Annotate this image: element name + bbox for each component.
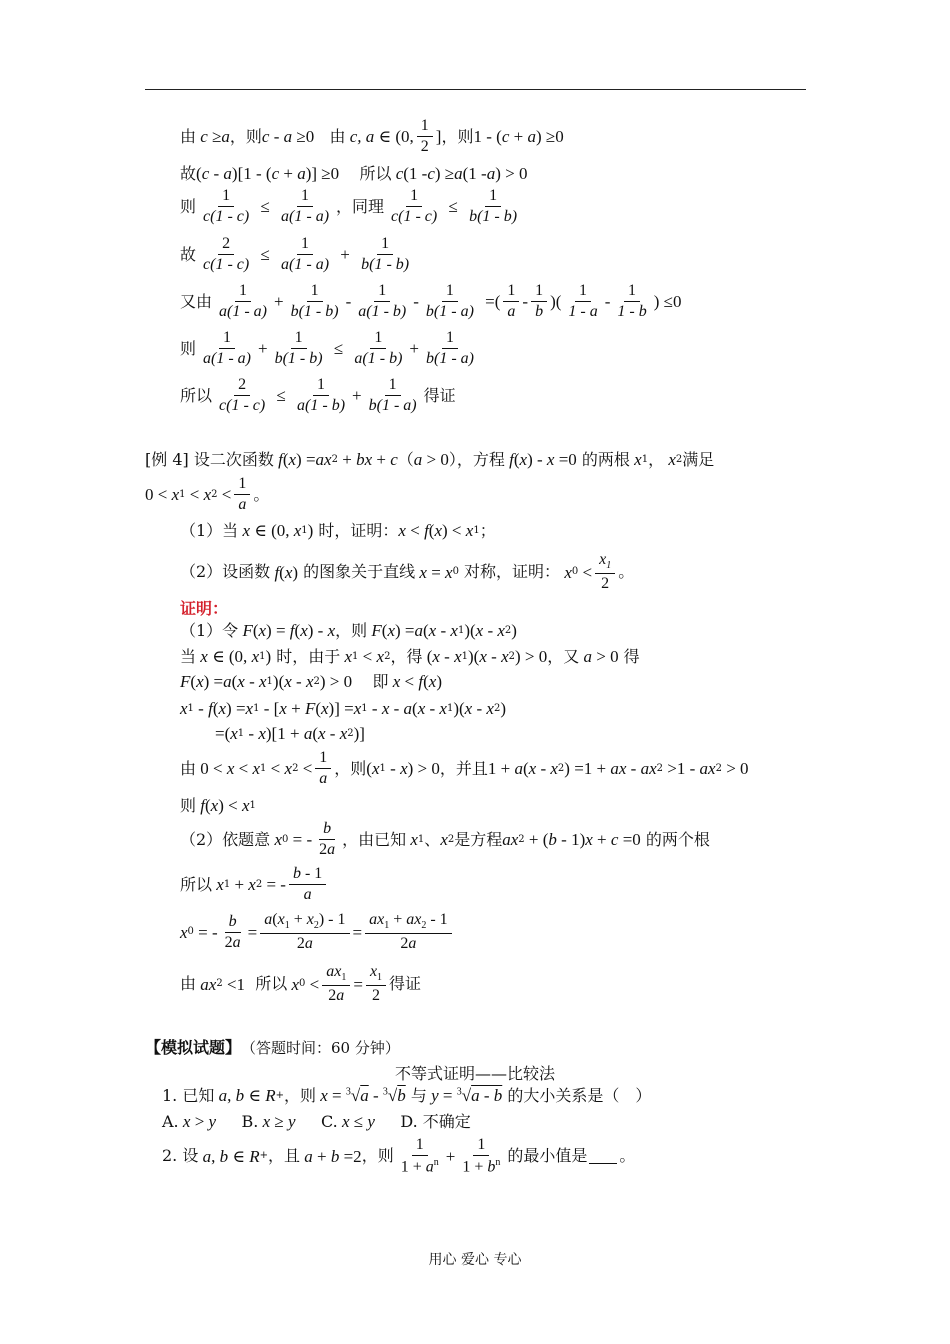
proof-step-8: （2）依题意 x 0 = - b 2a ，由已知 x 1 、 x 2 是方程 ax 2 + ( b - 1) x + c =0 的两个根: [180, 820, 710, 858]
mock-q1: 1. 已知 a , b ∈ R + ，则 x = $^3$√ a - $^3$√ b 与 y = $^3$√ a - b 的大小关系是（ ）: [162, 1085, 652, 1105]
proof-step-4: x 1 - f ( x ) = x 1 - [ x + F ( x )] = x 1 - x - a ( x - x 1 )( x - x 2 ): [180, 699, 506, 718]
mock-subtitle: 不等式证明——比较法: [395, 1064, 556, 1083]
proof-step-1: （1）令 F ( x ) = f ( x ) - x ，则 F ( x ) = a ( x - x 1 )( x - x 2 ): [180, 620, 517, 640]
proof-step-10: x 0 = - $\frac{b}{2a}$ = $\frac{a(x_1 + x_2) - 1}{2a}$ = $\frac{ax_1 + ax_2 - 1}{2a}$: [180, 912, 455, 952]
example4-q1: （1）当 x ∈ (0, x 1 ) 时，证明： x < f ( x ) < x 1 ；: [180, 520, 496, 540]
proof-line-5: 又由 1 a(1 - a) + $\frac{1}{b(1 - b)}$ - 1 a(1 - b) - $\frac{1}{b(1 - a)}$ =( 1 a - 1 b )( 1 1 - a - 1 1 - b ) ≤0: [180, 282, 682, 320]
proof-line-2: 故 ( c - a )[1 - ( c + a )] ≥0 所以 c (1 - c ) ≥ a (1 - a ) > 0: [180, 163, 528, 183]
proof-step-9: 所以 x 1 + x 2 = - b - 1 a: [180, 866, 329, 903]
example4-q2: （2）设函数 f ( x ) 的图象关于直线 x = x 0 对称，证明： x 0 < $x_1$ 2 。: [180, 551, 635, 593]
option-a[interactable]: A. x > y: [162, 1112, 217, 1131]
mock-q2: 2. 设 a , b ∈ R + ，且 a + b =2 ，则 1 $1 + a^n$ + $\frac{1}{1 + b^n}$ 的最小值是 。: [162, 1136, 636, 1176]
proof-step-5: =( x 1 - x )[1 + a ( x - x 2 )]: [215, 724, 365, 743]
example4-statement: [例 4] 设二次函数 f ( x ) = ax 2 + bx + c （ a > 0 ），方程 f ( x ) - x =0 的两根 x 1 ， x 2 满足: [145, 449, 715, 469]
example4-condition: 0 < x 1 < x 2 < 1 a 。: [145, 475, 270, 513]
page-footer: 用心 爱心 专心: [428, 1252, 522, 1268]
proof-heading: 证明：: [180, 599, 229, 618]
answer-blank[interactable]: [589, 1149, 617, 1164]
proof-step-3: F ( x ) = a ( x - x 1 )( x - x 2 ) > 0 即 x < f ( x ): [180, 671, 443, 691]
mock-time-note: （答题时间：60 分钟）: [241, 1038, 400, 1057]
option-b[interactable]: B. x ≥ y: [241, 1112, 296, 1131]
proof-step-7: 则 f ( x ) < x 1: [180, 795, 256, 815]
option-c[interactable]: C. x ≤ y: [320, 1112, 375, 1131]
proof-line-1: 由 c ≥ a ，则 c - a ≥0 由 c, a ∈ (0, 1 2 ] ，则 1 - ( c + a ) ≥0: [180, 117, 564, 155]
proof-line-7: 所以 $\frac{2}{c(1 - c)}$ ≤ $\frac{1}{a(1 - b)}$ + $\frac{1}{b(1 - a)}$ 得证: [180, 376, 456, 414]
option-d[interactable]: D. 不确定: [400, 1111, 471, 1131]
mock-q1-options: [162, 1113, 471, 1130]
mock-heading: 【模拟试题】: [145, 1038, 242, 1057]
proof-line-4: 故 $\frac{2}{c(1 - c)}$ ≤ $\frac{1}{a(1 - a)}$ + $\frac{1}{b(1 - b)}$: [180, 235, 410, 273]
proof-line-6: 则 1 a(1 - a) + $\frac{1}{b(1 - b)}$ ≤ $\frac{1}{a(1 - b)}$ + $\frac{1}{b(1 - a)}$: [180, 329, 474, 367]
header-rule: [145, 89, 806, 90]
proof-step-2: 当 x ∈ (0, x 1 ) 时，由于 x 1 < x 2 ，得 ( x - x 1 )( x - x 2 ) > 0 ，又 a > 0 得: [180, 646, 640, 666]
proof-step-6: 由 0 < x < x 1 < x 2 < 1 a ，则 ( x 1 - x ) > 0 ，并且 1 + a ( x - x 2 ) =1 + ax - ax 2 >1 - ax 2 > 0: [180, 749, 749, 787]
proof-step-11: 由 ax 2 <1 所以 x 0 < $\frac{ax_1}{2a}$ = $\frac{x_1}{2}$ 得证: [180, 963, 422, 1005]
proof-line-3: 则 $\frac{1}{c(1 - c)}$ ≤ $\frac{1}{a(1 - a)}$ ，同理 $\frac{1}{c(1 - c)}$ ≤ $\frac{1}{b(1 - b)}$: [180, 187, 518, 225]
mock-heading-line: [145, 1040, 400, 1056]
